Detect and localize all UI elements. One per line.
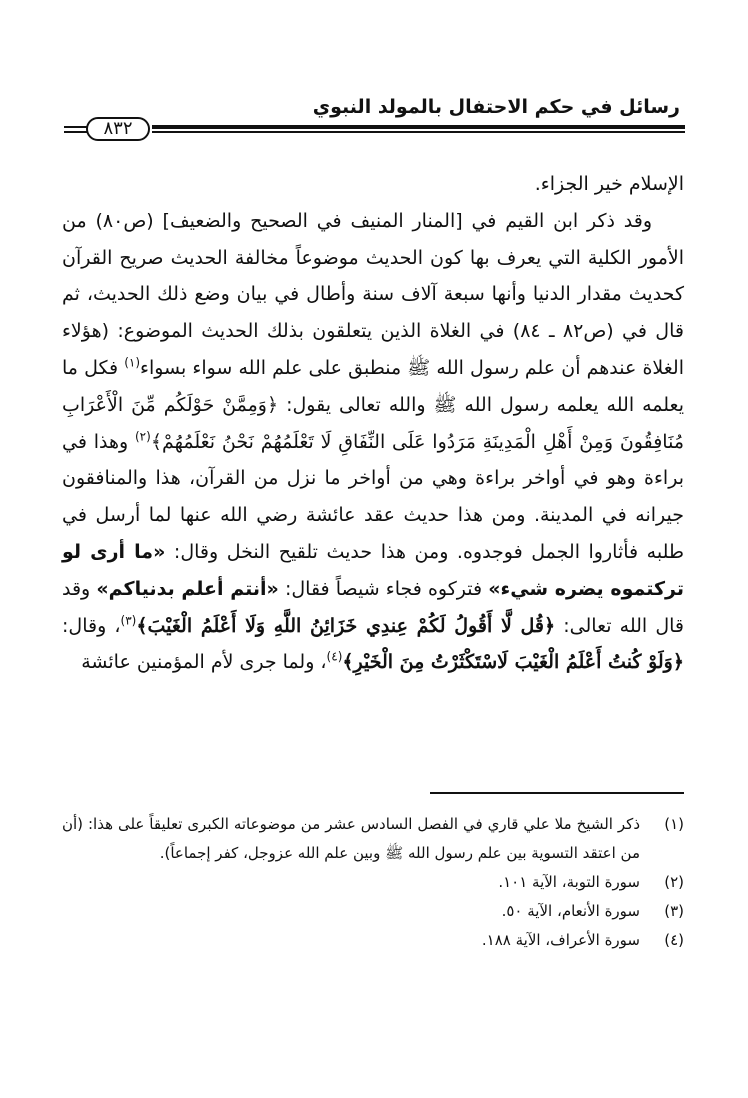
footnote bbox=[62, 810, 684, 868]
footnote-text: سورة الأنعام، الآية ٥٠. bbox=[501, 902, 640, 920]
quran-verse: ﴿قُل لَّا أَقُولُ لَكُمْ عِندِي خَزَائِنُ اللَّهِ وَلَا أَعْلَمُ الْغَيْبَ﴾ bbox=[136, 614, 556, 637]
header-rule-thin bbox=[152, 131, 685, 133]
paragraph bbox=[62, 203, 684, 681]
hadith-quote: «ما أرى لو تركتموه يضره شيء» bbox=[62, 540, 685, 600]
header-rule-left bbox=[64, 126, 88, 128]
quran-verse: ﴿وَمِمَّنْ حَوْلَكُم مِّنَ الْأَعْرَابِ مُنَافِقُونَ وَمِنْ أَهْلِ الْمَدِينَةِ مَرَدُوا عَلَى النِّفَاقِ لَا تَعْلَمُهُمْ نَحْنُ نَعْلَمُهُمْ﴾ bbox=[62, 393, 684, 453]
running-title: رسائل في حكم الاحتفال بالمولد النبوي bbox=[312, 96, 680, 118]
text-line: وقد قال الله تعالى: bbox=[62, 577, 685, 637]
text-line: ، وقال: bbox=[62, 614, 121, 637]
text-line: فتركوه فجاء شيصاً فقال: bbox=[284, 577, 483, 600]
text-line: عندهم أن علم رسول الله ﷺ منطبق على علم الله سواء بسواء bbox=[140, 356, 637, 379]
footnote-ref: (١) bbox=[124, 355, 141, 370]
text-line: عائشة رضي الله عنها لما أرسل في طلبه فأثاروا الجمل فوجدوه. ومن bbox=[62, 504, 684, 563]
footnote-text: سورة الأعراف، الآية ١٨٨. bbox=[481, 931, 640, 949]
footnote-ref: (٤) bbox=[326, 650, 343, 665]
footnote bbox=[62, 926, 684, 955]
text-line: (ص٨٠) من الأمور الكلية التي يعرف بها كون الحديث موضوعاً bbox=[62, 209, 684, 269]
text-line: ، ولما جرى لأم المؤمنين عائشة bbox=[81, 651, 327, 674]
footnote-ref: (٢) bbox=[134, 429, 151, 444]
hadith-quote: «أنتم أعلم بدنياكم» bbox=[96, 577, 279, 600]
header-rule-left-thin bbox=[64, 131, 88, 133]
header-rule-thick bbox=[152, 125, 685, 129]
text-line: سنة وأطال في بيان وضع ذلك الحديث، ثم قال في (ص٨٢ ـ ٨٤) bbox=[62, 283, 684, 343]
text-line: من القرآن، هذا والمنافقون جيرانه في المدينة. ومن هذا حديث عقد bbox=[62, 467, 684, 527]
footnote-ref: (٣) bbox=[120, 613, 137, 628]
footnote-number: (٤) bbox=[664, 931, 684, 949]
footnote-number: (١) bbox=[664, 815, 684, 833]
footnote-text: سورة التوبة، الآية ١٠١. bbox=[498, 873, 640, 891]
text-line: مخالفة الحديث صريح القرآن كحديث مقدار الدنيا وأنها سبعة آلاف bbox=[62, 246, 684, 306]
text-line: وهذا في براءة وهو في أواخر براءة وهي من أواخر ما نزل bbox=[62, 430, 684, 490]
quran-verse: ﴿وَلَوْ كُنتُ أَعْلَمُ الْغَيْبَ لَاسْتَكْثَرْتُ مِنَ الْخَيْرِ﴾ bbox=[342, 651, 684, 674]
footnote-number: (٣) bbox=[664, 902, 684, 920]
footnote bbox=[62, 868, 684, 897]
page-number: ٨٣٢ bbox=[86, 117, 150, 141]
text-line: في الغلاة الذين يتعلقون بذلك الحديث الموضوع: (هؤلاء الغلاة bbox=[62, 320, 684, 379]
footnote-text: ذكر الشيخ ملا علي قاري في الفصل السادس عشر من موضوعاته الكبرى تعليقاً على هذا: (أن من اعتقد التسوية بين علم رسول الله ﷺ وبين علم الله عزوجل، كفر إجماعاً). bbox=[62, 815, 640, 862]
footnote bbox=[62, 897, 684, 926]
footnote-number: (٢) bbox=[664, 873, 684, 891]
footnote-separator bbox=[430, 792, 684, 794]
text-line: هذا حديث تلقيح النخل وقال: bbox=[173, 540, 406, 563]
text-line: فكل ما يعلمه الله يعلمه رسول الله ﷺ والله تعالى يقول: bbox=[62, 356, 684, 416]
footnotes bbox=[62, 810, 684, 955]
text-line: وقد ذكر ابن القيم في [المنار المنيف في الصحيح والضعيف] bbox=[162, 209, 653, 232]
paragraph bbox=[62, 166, 684, 203]
text-line: الإسلام خير الجزاء. bbox=[534, 173, 684, 195]
main-text bbox=[62, 166, 684, 681]
